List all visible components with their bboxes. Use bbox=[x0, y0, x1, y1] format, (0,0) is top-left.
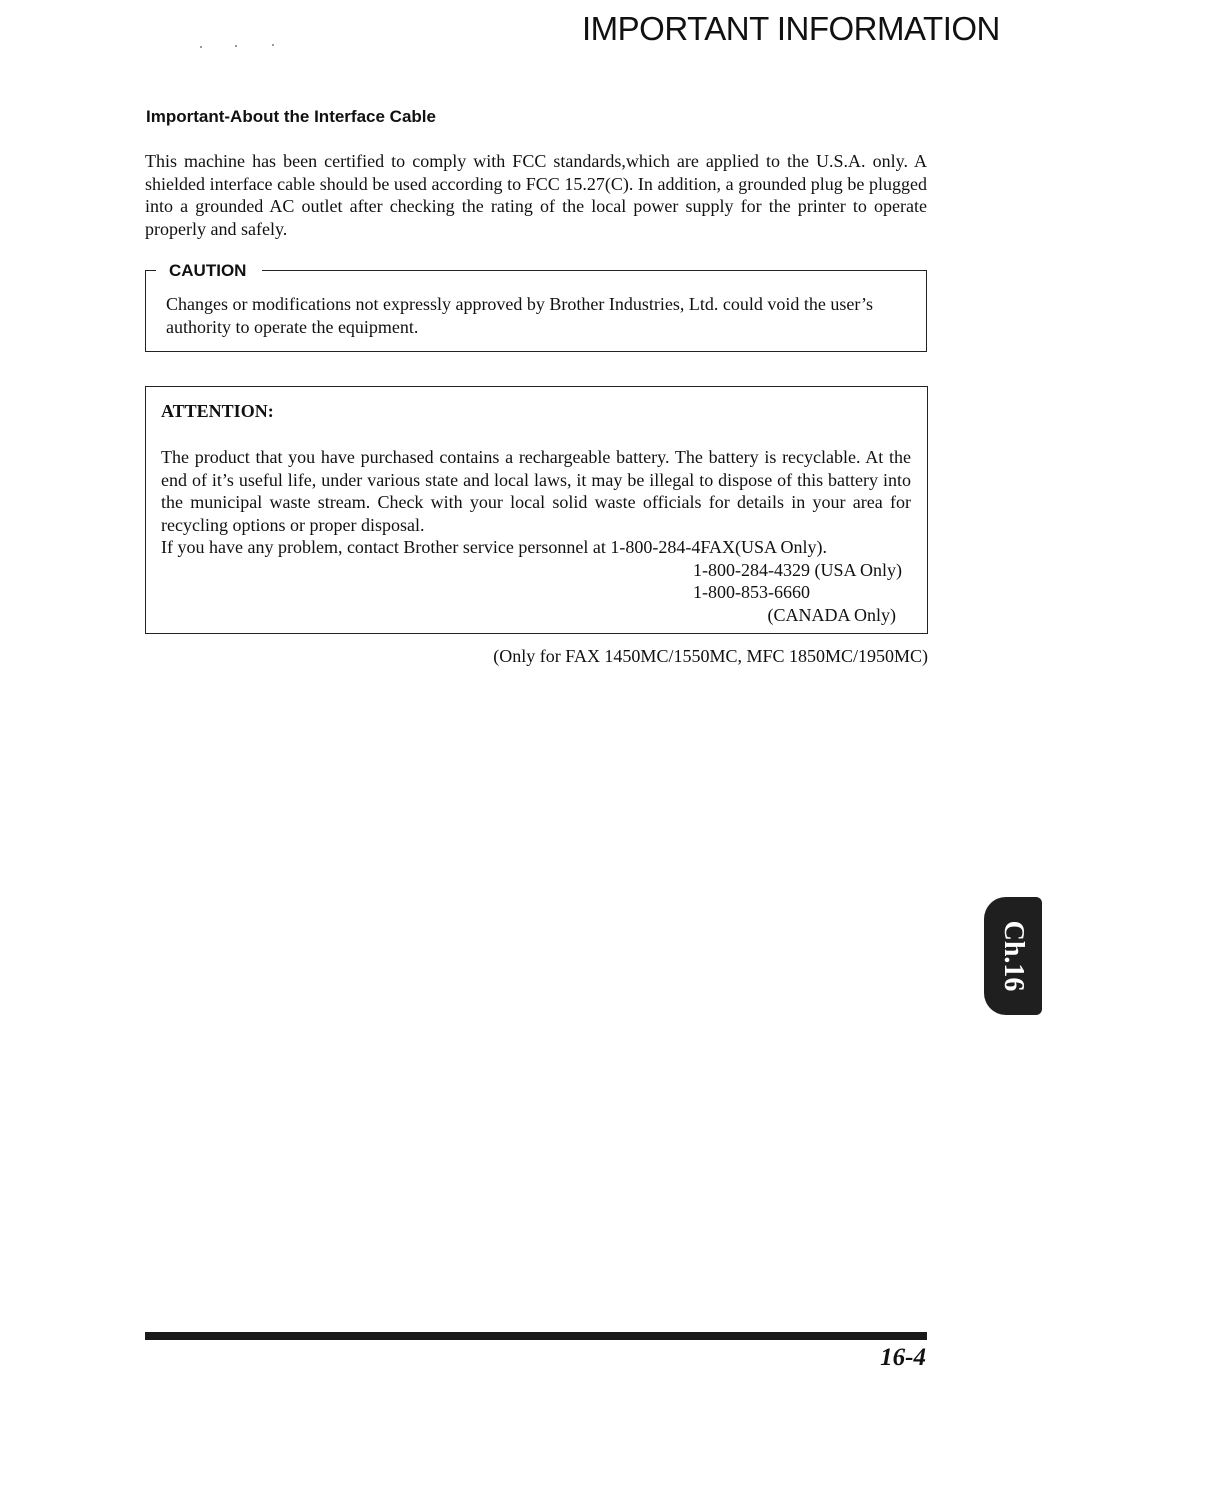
phone-canada-region: (CANADA Only) bbox=[767, 604, 896, 625]
interface-cable-paragraph: This machine has been certified to comply with FCC standards,which are applied to the U.S.A. only. A shielded interface cable should be used according to FCC 15.27(C). In addition, a grounded plug be plugged into a grounded AC outlet after checking the rating of the local power supply for the printer to operate properly and safely. bbox=[145, 151, 927, 239]
footer-rule bbox=[145, 1332, 927, 1340]
caution-label: CAUTION bbox=[169, 261, 247, 280]
page-number: 16-4 bbox=[880, 1344, 926, 1371]
scan-specks bbox=[200, 44, 280, 48]
chapter-tab bbox=[984, 897, 1042, 1015]
caution-box-top-border bbox=[262, 270, 926, 271]
caution-box-top-border-left bbox=[146, 270, 156, 271]
attention-box bbox=[145, 386, 928, 634]
chapter-tab-label: Ch.16 bbox=[998, 920, 1029, 992]
page-title: IMPORTANT INFORMATION bbox=[582, 10, 1000, 47]
model-note: (Only for FAX 1450MC/1550MC, MFC 1850MC/1950MC) bbox=[493, 646, 928, 666]
caution-text: Changes or modifications not expressly approved by Brother Industries, Ltd. could void the user’s authority to operate the equipment. bbox=[166, 294, 874, 337]
attention-paragraph: The product that you have purchased contains a rechargeable battery. The battery is recyclable. At the end of it’s useful life, under various state and local laws, it may be illegal to dispose of this battery into the municipal waste stream. Check with your local solid waste officials for details in your area for recycling options or proper disposal. bbox=[161, 447, 911, 535]
phone-canada: 1-800-853-6660 bbox=[693, 582, 810, 602]
caution-box bbox=[145, 261, 927, 352]
attention-contact-block bbox=[161, 536, 913, 625]
section-heading-interface-cable: Important-About the Interface Cable bbox=[146, 107, 436, 126]
contact-line: If you have any problem, contact Brother service personnel at 1-800-284-4FAX(USA Only). bbox=[161, 537, 827, 557]
phone-usa-2: 1-800-284-4329 (USA Only) bbox=[693, 559, 902, 580]
attention-heading: ATTENTION: bbox=[161, 401, 274, 421]
